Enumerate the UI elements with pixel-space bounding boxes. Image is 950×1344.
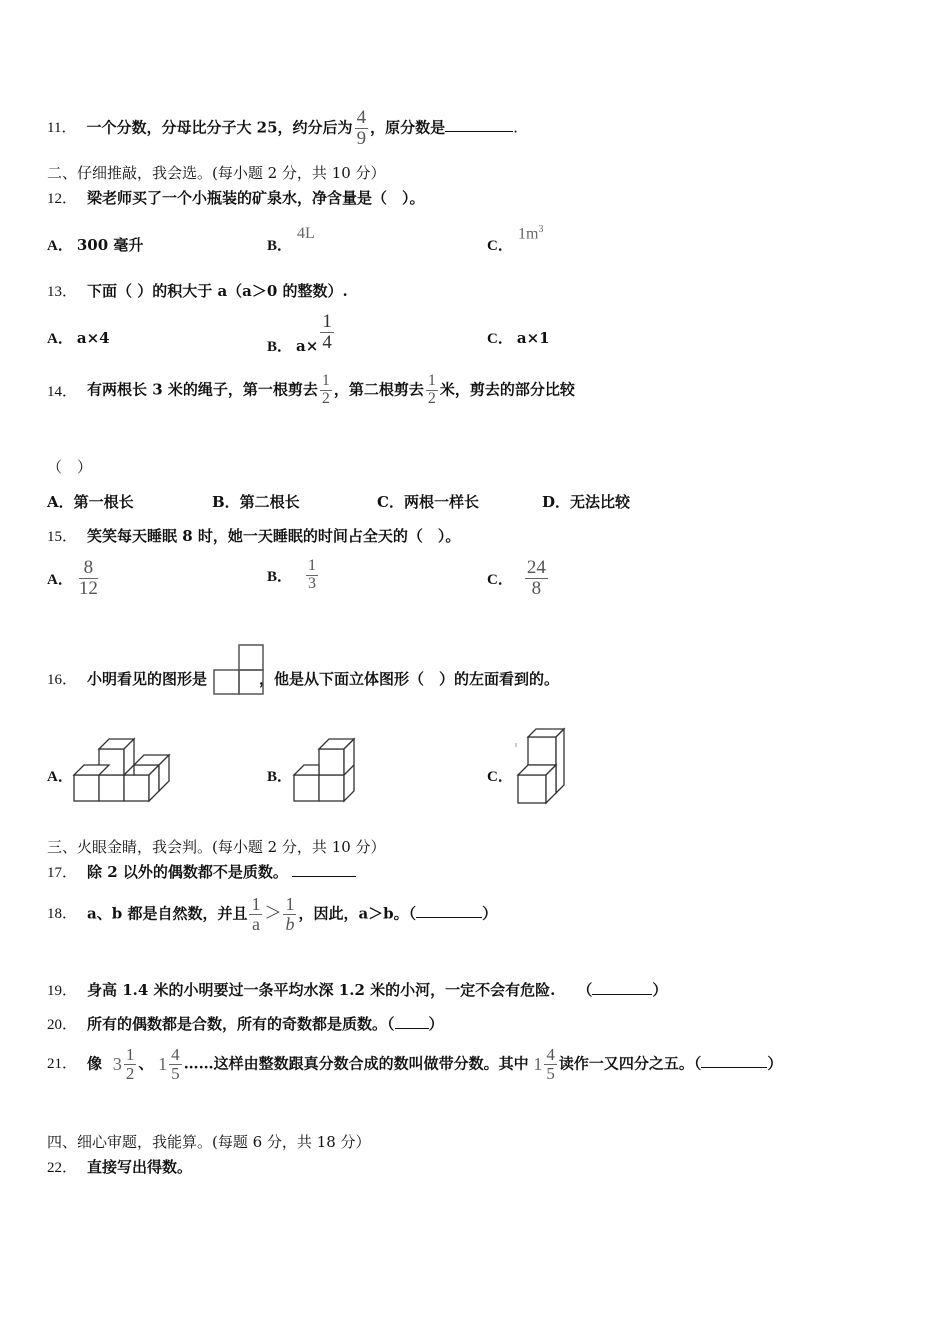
fraction-1-3: $\frac{1}{3}$ xyxy=(308,557,317,592)
mixed-fraction-1-2: $\frac{1}{2}$ xyxy=(125,1045,135,1083)
cube-stack-a[interactable] xyxy=(72,737,174,803)
q16-option-a[interactable]: A． xyxy=(47,769,73,785)
q12-option-b[interactable]: B． xyxy=(267,238,293,254)
q15-option-b[interactable]: B． $\frac{1}{3}$ xyxy=(267,557,317,592)
fraction-4-9: $\frac{4}{9}$ xyxy=(356,107,367,149)
q16-option-c[interactable]: C． xyxy=(487,769,513,785)
mixed-fraction-4-5: $\frac{4}{5}$ xyxy=(546,1045,555,1083)
q13-option-a[interactable]: A． a×4 xyxy=(47,329,110,347)
question-number: 14． xyxy=(47,384,78,401)
fraction-8-12: $\frac{8}{12}$ xyxy=(78,557,98,599)
q14-option-b[interactable]: B．第二根长 xyxy=(212,493,300,511)
cube-stack-b[interactable] xyxy=(292,737,358,803)
question-number: 13． xyxy=(47,284,78,300)
question-number: 17． xyxy=(47,865,78,881)
question-number: 16． xyxy=(47,672,78,688)
question-14: 14． 有两根长 3 米的绳子，第一根剪去 $\frac{1}{2}$ ，第二根剪去 $\frac{1}{2}$ 米，剪去的部分比较 xyxy=(47,372,575,407)
question-number: 15． xyxy=(47,529,78,545)
answer-blank[interactable] xyxy=(416,916,482,918)
question-17 xyxy=(47,861,356,882)
question-number: 21． xyxy=(47,1056,78,1073)
fraction-1-a: $\frac{1}{a}$ xyxy=(251,894,261,934)
mixed-fraction-4-5: $\frac{4}{5}$ xyxy=(171,1045,180,1083)
question-text: 梁老师买了一个小瓶装的矿泉水，净含量是（ ）。 xyxy=(87,189,425,207)
section-3-title: 三、火眼金睛，我会判。(每小题 2 分，共 10 分） xyxy=(47,838,386,856)
question-11: 11． 一个分数，分母比分子大 25，约分后为 $\frac{4}{9}$ ，原分数是 . xyxy=(47,107,518,149)
q15-option-c[interactable]: C． $\frac{24}{8}$ xyxy=(487,557,546,599)
question-13 xyxy=(47,280,348,301)
answer-blank[interactable] xyxy=(292,875,356,877)
question-18: 18． a、b 都是自然数，并且 $\frac{1}{a}$ ＞ $\frac{1}{b}$ ，因此，a＞b。（ ） xyxy=(47,894,498,934)
question-number: 12． xyxy=(47,191,78,207)
q12-option-c-value: $1m^3$ xyxy=(518,224,544,243)
mixed-number-whole: 1 xyxy=(158,1053,168,1074)
fraction-24-8: $\frac{24}{8}$ xyxy=(526,557,546,599)
answer-blank[interactable] xyxy=(395,1027,429,1029)
q13-option-b[interactable]: B． a× $\frac{1}{4}$ xyxy=(267,311,332,356)
question-number: 11． xyxy=(47,120,77,137)
fraction-1-2: $\frac{1}{2}$ xyxy=(427,372,436,407)
fraction-1-4: $\frac{1}{4}$ xyxy=(322,311,332,353)
q16-option-b[interactable]: B． xyxy=(267,769,293,785)
question-text: 下面（ ）的积大于 a（a＞0 的整数）. xyxy=(87,282,348,300)
question-text: 直接写出得数。 xyxy=(87,1158,193,1176)
question-text: 身高 1.4 米的小明要过一条平均水深 1.2 米的小河，一定不会有危险. xyxy=(87,981,556,999)
question-12 xyxy=(47,187,425,208)
question-19: 19． 身高 1.4 米的小明要过一条平均水深 1.2 米的小河，一定不会有危险. （ ） xyxy=(47,981,668,999)
mixed-number-whole: 1 xyxy=(533,1053,543,1074)
answer-paren: （ ） xyxy=(47,458,93,476)
question-text: 所有的偶数都是合数，所有的奇数都是质数。（ xyxy=(87,1015,395,1033)
section-2-title: 二、仔细推敲，我会选。(每小题 2 分，共 10 分） xyxy=(47,164,386,182)
question-number: 22． xyxy=(47,1160,78,1176)
q12-option-a[interactable]: A． 300 毫升 xyxy=(47,236,144,254)
answer-blank[interactable] xyxy=(592,993,652,995)
question-number: 18． xyxy=(47,906,78,923)
section-4-title: 四、细心审题，我能算。(每题 6 分，共 18 分） xyxy=(47,1133,371,1151)
question-15 xyxy=(47,525,460,546)
answer-blank[interactable] xyxy=(701,1066,767,1068)
q13-option-c[interactable]: C． a×1 xyxy=(487,329,550,347)
question-number: 19． xyxy=(47,983,78,999)
q12-option-b-value: 4L xyxy=(297,225,315,242)
q14-option-c[interactable]: C．两根一样长 xyxy=(377,493,479,511)
question-16: 16． 小明看见的图形是 ，他是从下面立体图形（ ）的左面看到的。 xyxy=(47,670,560,688)
question-22 xyxy=(47,1156,192,1177)
fraction-1-2: $\frac{1}{2}$ xyxy=(321,372,330,407)
fraction-1-b: $\frac{1}{b}$ xyxy=(285,894,295,934)
question-number: 20． xyxy=(47,1017,78,1033)
left-view-figure xyxy=(212,643,266,697)
question-text: 一个分数，分母比分子大 25，约分后为 xyxy=(86,118,353,137)
mixed-number-whole: 3 xyxy=(112,1053,122,1074)
q14-option-a[interactable]: A．第一根长 xyxy=(47,493,134,511)
cube-stack-c[interactable] xyxy=(514,727,568,805)
question-text-2: ，原分数是 xyxy=(370,118,446,137)
q12-option-c[interactable]: C． xyxy=(487,238,513,254)
q15-option-a[interactable]: A． $\frac{8}{12}$ xyxy=(47,557,98,599)
answer-blank[interactable] xyxy=(445,130,513,132)
question-text: 笑笑每天睡眠 8 时，她一天睡眠的时间占全天的（ ）。 xyxy=(87,527,461,545)
question-20: 20． 所有的偶数都是合数，所有的奇数都是质数。（ ） xyxy=(47,1015,444,1033)
question-21: 21． 像 3 $\frac{1}{2}$ 、 1 $\frac{4}{5}$ ……这样由整数跟真分数合成的数叫做带分数。其中 1 $\frac{4}{5}$ 读作一又四分之五。（ ） xyxy=(47,1045,783,1083)
q14-option-d[interactable]: D．无法比较 xyxy=(542,493,631,511)
question-text: 除 2 以外的偶数都不是质数。 xyxy=(87,863,288,881)
